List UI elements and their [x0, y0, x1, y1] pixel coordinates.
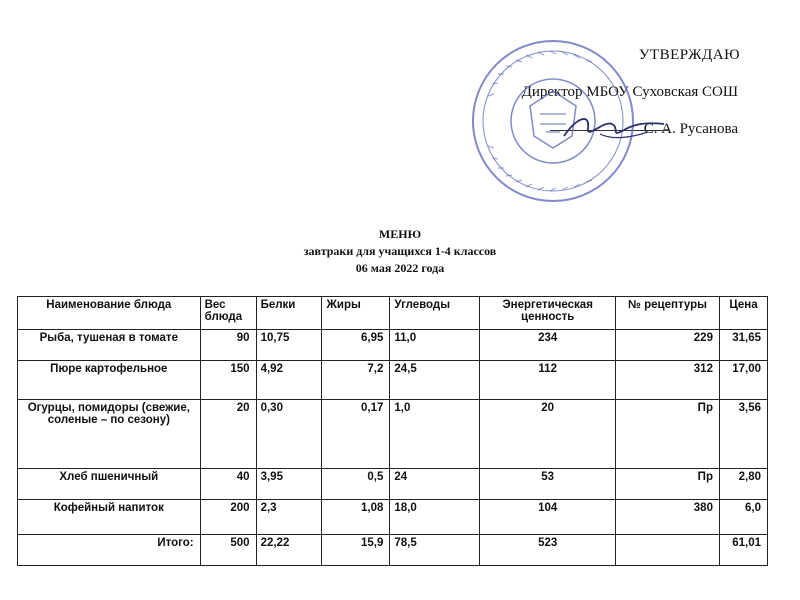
cell-fat: 0,5 — [322, 469, 390, 500]
total-row — [18, 535, 768, 566]
cell-energy: 112 — [480, 361, 616, 400]
cell-fat: 1,08 — [322, 500, 390, 535]
cell-carbs: 24 — [390, 469, 480, 500]
cell-energy: 104 — [480, 500, 616, 535]
cell-carbs: 18,0 — [390, 500, 480, 535]
cell-energy: 20 — [480, 400, 616, 469]
cell-recipe: Пр — [616, 469, 720, 500]
signature — [560, 110, 670, 146]
cell-carbs: 11,0 — [390, 330, 480, 361]
header-fat: Жиры — [322, 297, 390, 330]
cell-recipe: 312 — [616, 361, 720, 400]
header-protein: Белки — [256, 297, 322, 330]
total-energy: 523 — [480, 535, 616, 566]
header-price: Цена — [719, 297, 767, 330]
table-row — [18, 361, 768, 400]
cell-name: Хлеб пшеничный — [18, 469, 201, 500]
table-row — [18, 500, 768, 535]
menu-table — [17, 296, 768, 566]
table-row — [18, 330, 768, 361]
cell-carbs: 24,5 — [390, 361, 480, 400]
cell-protein: 0,30 — [256, 400, 322, 469]
total-label: Итого: — [18, 535, 201, 566]
approval-position: Директор МБОУ Суховская СОШ — [521, 84, 738, 100]
cell-carbs: 1,0 — [390, 400, 480, 469]
header-weight: Вес блюда — [200, 297, 256, 330]
cell-weight: 20 — [200, 400, 256, 469]
total-fat: 15,9 — [322, 535, 390, 566]
title-line-3: 06 мая 2022 года — [355, 261, 445, 275]
cell-fat: 7,2 — [322, 361, 390, 400]
title-line-2: завтраки для учащихся 1-4 классов — [303, 244, 497, 258]
cell-price: 17,00 — [719, 361, 767, 400]
cell-fat: 6,95 — [322, 330, 390, 361]
cell-protein: 2,3 — [256, 500, 322, 535]
cell-name: Рыба, тушеная в томате — [18, 330, 201, 361]
table-row — [18, 469, 768, 500]
table-header-row — [18, 297, 768, 330]
cell-weight: 90 — [200, 330, 256, 361]
cell-recipe: 380 — [616, 500, 720, 535]
cell-name: Пюре картофельное — [18, 361, 201, 400]
cell-protein: 3,95 — [256, 469, 322, 500]
cell-recipe: 229 — [616, 330, 720, 361]
approval-name: С. А. Русанова — [643, 121, 738, 137]
cell-price: 2,80 — [719, 469, 767, 500]
table-row — [18, 400, 768, 469]
cell-price: 6,0 — [719, 500, 767, 535]
cell-weight: 40 — [200, 469, 256, 500]
header-carbs: Углеводы — [390, 297, 480, 330]
cell-weight: 200 — [200, 500, 256, 535]
cell-protein: 4,92 — [256, 361, 322, 400]
cell-name: Кофейный напиток — [18, 500, 201, 535]
approval-heading: УТВЕРЖДАЮ — [638, 47, 740, 63]
cell-name: Огурцы, помидоры (свежие, соленые – по сезону) — [18, 400, 201, 469]
total-recipe — [616, 535, 720, 566]
menu-title — [0, 226, 800, 277]
header-name: Наименование блюда — [18, 297, 201, 330]
cell-fat: 0,17 — [322, 400, 390, 469]
total-price: 61,01 — [719, 535, 767, 566]
header-recipe: № рецептуры — [616, 297, 720, 330]
header-energy: Энергетическая ценность — [480, 297, 616, 330]
cell-price: 3,56 — [719, 400, 767, 469]
title-line-1: МЕНЮ — [378, 227, 422, 241]
cell-price: 31,65 — [719, 330, 767, 361]
cell-energy: 234 — [480, 330, 616, 361]
cell-energy: 53 — [480, 469, 616, 500]
total-weight: 500 — [200, 535, 256, 566]
cell-protein: 10,75 — [256, 330, 322, 361]
cell-weight: 150 — [200, 361, 256, 400]
total-carbs: 78,5 — [390, 535, 480, 566]
total-protein: 22,22 — [256, 535, 322, 566]
cell-recipe: Пр — [616, 400, 720, 469]
